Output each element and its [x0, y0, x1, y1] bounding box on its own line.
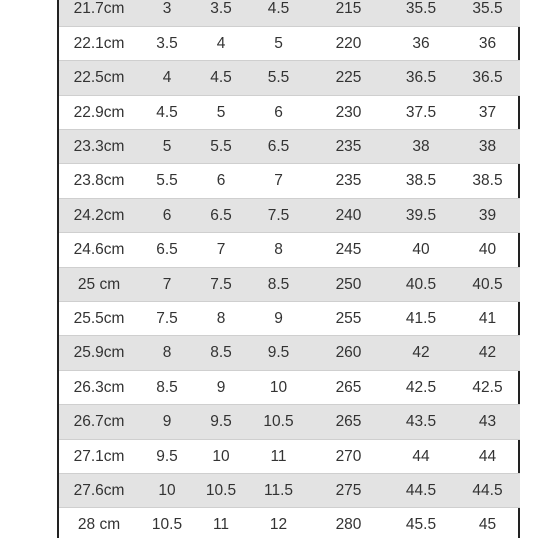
size-col-6-cell: 40: [387, 233, 455, 267]
size-col-6-cell: 38.5: [387, 164, 455, 198]
table-row: [59, 302, 520, 336]
mm-size-cell: 240: [310, 198, 387, 232]
size-col-7-cell: 41: [455, 302, 520, 336]
foot-length-cell: 25.9cm: [59, 336, 139, 370]
size-col-6-cell: 35.5: [387, 0, 455, 26]
mm-size-cell: 265: [310, 370, 387, 404]
size-col-3-cell: 8.5: [195, 336, 247, 370]
size-col-7-cell: 37: [455, 95, 520, 129]
size-col-7-cell: 42.5: [455, 370, 520, 404]
size-col-2-cell: 4.5: [139, 95, 195, 129]
size-col-2-cell: 9: [139, 405, 195, 439]
size-col-7-cell: 36: [455, 26, 520, 60]
size-col-4-cell: 11.5: [247, 473, 310, 507]
size-col-4-cell: 8.5: [247, 267, 310, 301]
size-col-3-cell: 10.5: [195, 473, 247, 507]
size-col-2-cell: 5: [139, 130, 195, 164]
foot-length-cell: 22.9cm: [59, 95, 139, 129]
size-col-3-cell: 9.5: [195, 405, 247, 439]
size-col-3-cell: 4: [195, 26, 247, 60]
size-col-7-cell: 43: [455, 405, 520, 439]
size-col-6-cell: 44: [387, 439, 455, 473]
foot-length-cell: 25 cm: [59, 267, 139, 301]
foot-length-cell: 23.8cm: [59, 164, 139, 198]
size-col-3-cell: 4.5: [195, 61, 247, 95]
size-col-7-cell: 44: [455, 439, 520, 473]
size-col-3-cell: 3.5: [195, 0, 247, 26]
foot-length-cell: 25.5cm: [59, 302, 139, 336]
size-col-7-cell: 35.5: [455, 0, 520, 26]
size-col-7-cell: 36.5: [455, 61, 520, 95]
size-col-3-cell: 7.5: [195, 267, 247, 301]
table-row: [59, 233, 520, 267]
size-chart-table-container: [57, 0, 520, 538]
size-col-4-cell: 10.5: [247, 405, 310, 439]
size-col-4-cell: 6.5: [247, 130, 310, 164]
size-col-2-cell: 7.5: [139, 302, 195, 336]
table-row: [59, 164, 520, 198]
foot-length-cell: 22.1cm: [59, 26, 139, 60]
table-row: [59, 267, 520, 301]
foot-length-cell: 24.2cm: [59, 198, 139, 232]
table-row: [59, 61, 520, 95]
size-col-4-cell: 5: [247, 26, 310, 60]
foot-length-cell: 23.3cm: [59, 130, 139, 164]
size-col-3-cell: 11: [195, 508, 247, 538]
size-col-7-cell: 40: [455, 233, 520, 267]
size-col-2-cell: 3.5: [139, 26, 195, 60]
size-col-6-cell: 42: [387, 336, 455, 370]
mm-size-cell: 230: [310, 95, 387, 129]
table-row: [59, 508, 520, 538]
size-col-7-cell: 44.5: [455, 473, 520, 507]
size-col-4-cell: 4.5: [247, 0, 310, 26]
mm-size-cell: 275: [310, 473, 387, 507]
size-col-6-cell: 43.5: [387, 405, 455, 439]
size-col-7-cell: 45: [455, 508, 520, 538]
size-col-2-cell: 5.5: [139, 164, 195, 198]
mm-size-cell: 270: [310, 439, 387, 473]
size-col-6-cell: 40.5: [387, 267, 455, 301]
foot-length-cell: 27.6cm: [59, 473, 139, 507]
size-col-6-cell: 38: [387, 130, 455, 164]
mm-size-cell: 255: [310, 302, 387, 336]
table-row: [59, 439, 520, 473]
size-col-3-cell: 6: [195, 164, 247, 198]
size-col-4-cell: 11: [247, 439, 310, 473]
size-col-6-cell: 44.5: [387, 473, 455, 507]
mm-size-cell: 225: [310, 61, 387, 95]
size-col-2-cell: 10: [139, 473, 195, 507]
size-col-4-cell: 9.5: [247, 336, 310, 370]
table-row: [59, 130, 520, 164]
size-col-2-cell: 8: [139, 336, 195, 370]
size-col-2-cell: 10.5: [139, 508, 195, 538]
size-col-6-cell: 41.5: [387, 302, 455, 336]
table-row: [59, 95, 520, 129]
mm-size-cell: 235: [310, 130, 387, 164]
foot-length-cell: 28 cm: [59, 508, 139, 538]
size-col-3-cell: 8: [195, 302, 247, 336]
size-col-4-cell: 6: [247, 95, 310, 129]
table-row: [59, 473, 520, 507]
size-chart-body: [59, 0, 520, 538]
table-row: [59, 26, 520, 60]
size-col-6-cell: 37.5: [387, 95, 455, 129]
size-col-4-cell: 8: [247, 233, 310, 267]
mm-size-cell: 245: [310, 233, 387, 267]
foot-length-cell: 27.1cm: [59, 439, 139, 473]
table-row: [59, 198, 520, 232]
table-row: [59, 0, 520, 26]
mm-size-cell: 265: [310, 405, 387, 439]
size-col-2-cell: 3: [139, 0, 195, 26]
mm-size-cell: 280: [310, 508, 387, 538]
foot-length-cell: 22.5cm: [59, 61, 139, 95]
size-col-3-cell: 7: [195, 233, 247, 267]
size-col-3-cell: 9: [195, 370, 247, 404]
size-col-3-cell: 10: [195, 439, 247, 473]
size-col-4-cell: 5.5: [247, 61, 310, 95]
size-col-6-cell: 36.5: [387, 61, 455, 95]
size-col-2-cell: 6: [139, 198, 195, 232]
size-col-2-cell: 6.5: [139, 233, 195, 267]
foot-length-cell: 24.6cm: [59, 233, 139, 267]
table-row: [59, 405, 520, 439]
size-col-4-cell: 9: [247, 302, 310, 336]
size-col-6-cell: 36: [387, 26, 455, 60]
size-col-6-cell: 45.5: [387, 508, 455, 538]
size-col-2-cell: 9.5: [139, 439, 195, 473]
size-col-3-cell: 5: [195, 95, 247, 129]
size-col-7-cell: 38: [455, 130, 520, 164]
size-col-2-cell: 4: [139, 61, 195, 95]
size-col-2-cell: 7: [139, 267, 195, 301]
foot-length-cell: 26.7cm: [59, 405, 139, 439]
size-col-4-cell: 10: [247, 370, 310, 404]
mm-size-cell: 235: [310, 164, 387, 198]
size-col-3-cell: 6.5: [195, 198, 247, 232]
size-col-6-cell: 42.5: [387, 370, 455, 404]
mm-size-cell: 260: [310, 336, 387, 370]
size-col-7-cell: 39: [455, 198, 520, 232]
size-col-7-cell: 42: [455, 336, 520, 370]
size-col-6-cell: 39.5: [387, 198, 455, 232]
foot-length-cell: 21.7cm: [59, 0, 139, 26]
size-col-4-cell: 7.5: [247, 198, 310, 232]
size-col-4-cell: 12: [247, 508, 310, 538]
size-col-3-cell: 5.5: [195, 130, 247, 164]
size-chart-table: [59, 0, 520, 538]
table-row: [59, 370, 520, 404]
size-col-4-cell: 7: [247, 164, 310, 198]
mm-size-cell: 250: [310, 267, 387, 301]
foot-length-cell: 26.3cm: [59, 370, 139, 404]
mm-size-cell: 220: [310, 26, 387, 60]
table-row: [59, 336, 520, 370]
size-col-7-cell: 40.5: [455, 267, 520, 301]
mm-size-cell: 215: [310, 0, 387, 26]
size-col-2-cell: 8.5: [139, 370, 195, 404]
size-col-7-cell: 38.5: [455, 164, 520, 198]
